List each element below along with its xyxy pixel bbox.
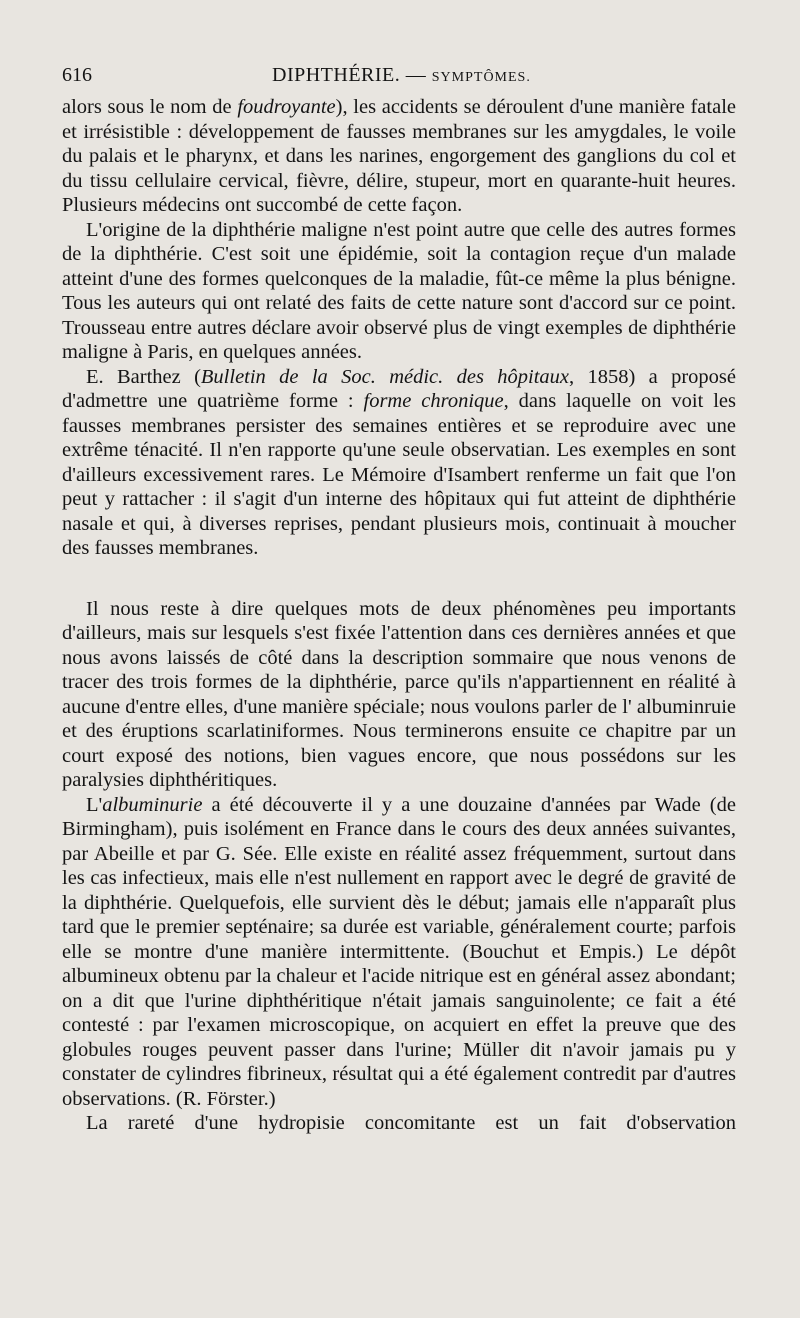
page-body	[62, 95, 736, 1136]
paragraph-3-text-b: , 1858) a proposé d'admettre une quatrième forme :	[62, 365, 736, 412]
paragraph-6: La rareté d'une hydropisie concomitante est un fait d'observation	[86, 1112, 736, 1134]
paragraph-3-text-c: , dans laquelle on voit les fausses membranes persister des semaines entières et se reproduire avec une extrême ténacité. Il n'en rapporte qu'une seule observatian. Les exemples en sont d'ailleurs excessivement rares. Le Mémoire d'Isambert renferme un fait que l'on peut y rattacher : il s'agit d'un interne des hôpitaux qui fut atteint de diphthérie nasale et qui, à diverses reprises, pendant plusieurs mois, continuait à moucher des fausses membranes.	[62, 390, 737, 559]
paragraph-3-italic-a: Bulletin de la Soc. médic. des hôpitaux	[200, 365, 570, 388]
paragraph-3-italic-b: forme chronique	[363, 390, 504, 412]
running-header	[62, 64, 734, 92]
paragraph-1	[62, 95, 736, 218]
paragraph-3	[62, 365, 736, 561]
running-title	[272, 64, 531, 87]
paragraph-1-italic: foudroyante	[237, 96, 336, 118]
paragraph-5	[62, 793, 736, 1112]
paragraph-1-text-a: alors sous le nom de	[62, 96, 238, 118]
running-title-dash: —	[400, 64, 432, 86]
paragraph-3-text-a: E. Barthez (	[86, 365, 201, 388]
paragraph-4: Il nous reste à dire quelques mots de deux phénomènes peu importants d'ailleurs, mais sur lesquels s'est fixée l'attention dans ces dernières années et que nous avons laissés de côté dans la description sommaire que nous venons de tracer des trois formes de la diphthérie, parce qu'ils n'appartiennent en réalité à aucune d'entre elles, d'une manière spéciale; nous voulons parler de l' albuminruie et des éruptions scarlatiniformes. Nous terminerons ensuite ce chapitre par un court exposé des notions, bien vagues encore, que nous possédons sur les paralysies diphthéritiques.	[62, 597, 736, 791]
paragraph-1-text-b: ), les accidents se déroulent d'une manière fatale et irrésistible : développement de fausses membranes sur les amygdales, le voile du palais et le pharynx, et dans les narines, engorgement des ganglions du col et du tissu cellulaire cervical, fièvre, délire, stupeur, mort en quarante-huit heures. Plusieurs médecins ont succombé de cette façon.	[62, 96, 736, 216]
paragraph-2: L'origine de la diphthérie maligne n'est point autre que celle des autres formes de la diphthérie. C'est soit une épidémie, soit la contagion reçue d'un malade atteint d'une des formes quelconques de la maladie, fût-ce même la plus bénigne. Tous les auteurs qui ont relaté des faits de cette nature sont d'accord sur ce point. Trousseau entre autres déclare avoir observé plus de vingt exemples de diphthérie maligne à Paris, en quelques années.	[62, 218, 736, 363]
paragraph-5-text-a: L'	[86, 793, 103, 816]
paragraph-5-italic: albuminurie	[102, 793, 203, 816]
running-title-section: SYMPTÔMES.	[431, 70, 531, 85]
page-number: 616	[62, 64, 92, 86]
paragraph-5-text-b: a été découverte il y a une douzaine d'années par Wade (de Birmingham), puis isolément en France dans le cours des deux années suivantes, par Abeille et par G. Sée. Elle existe en réalité assez fréquemment, surtout dans les cas infectieux, mais elle n'est nullement en rapport avec le degré de gravité de la diphthérie. Quelquefois, elle survient dès le début; jamais elle n'apparaît plus tard que le premier septénaire; sa durée est variable, généralement courte; parfois elle se montre d'une manière intermittente. (Bouchut et Empis.) Le dépôt albumineux obtenu par la chaleur et l'acide nitrique est en général assez abondant; on a dit que l'urine diphthéritique n'était jamais sanguinolente; ce fait a été contesté : par l'examen microscopique, on acquiert en effet la preuve que des globules rouges peuvent passer dans l'urine; Müller dit n'avoir jamais pu y constater de cylindres fibrineux, résultat qui a été également contredit par d'autres observations. (R. Förster.)	[62, 793, 736, 1110]
running-title-main: DIPHTHÉRIE.	[272, 64, 401, 86]
